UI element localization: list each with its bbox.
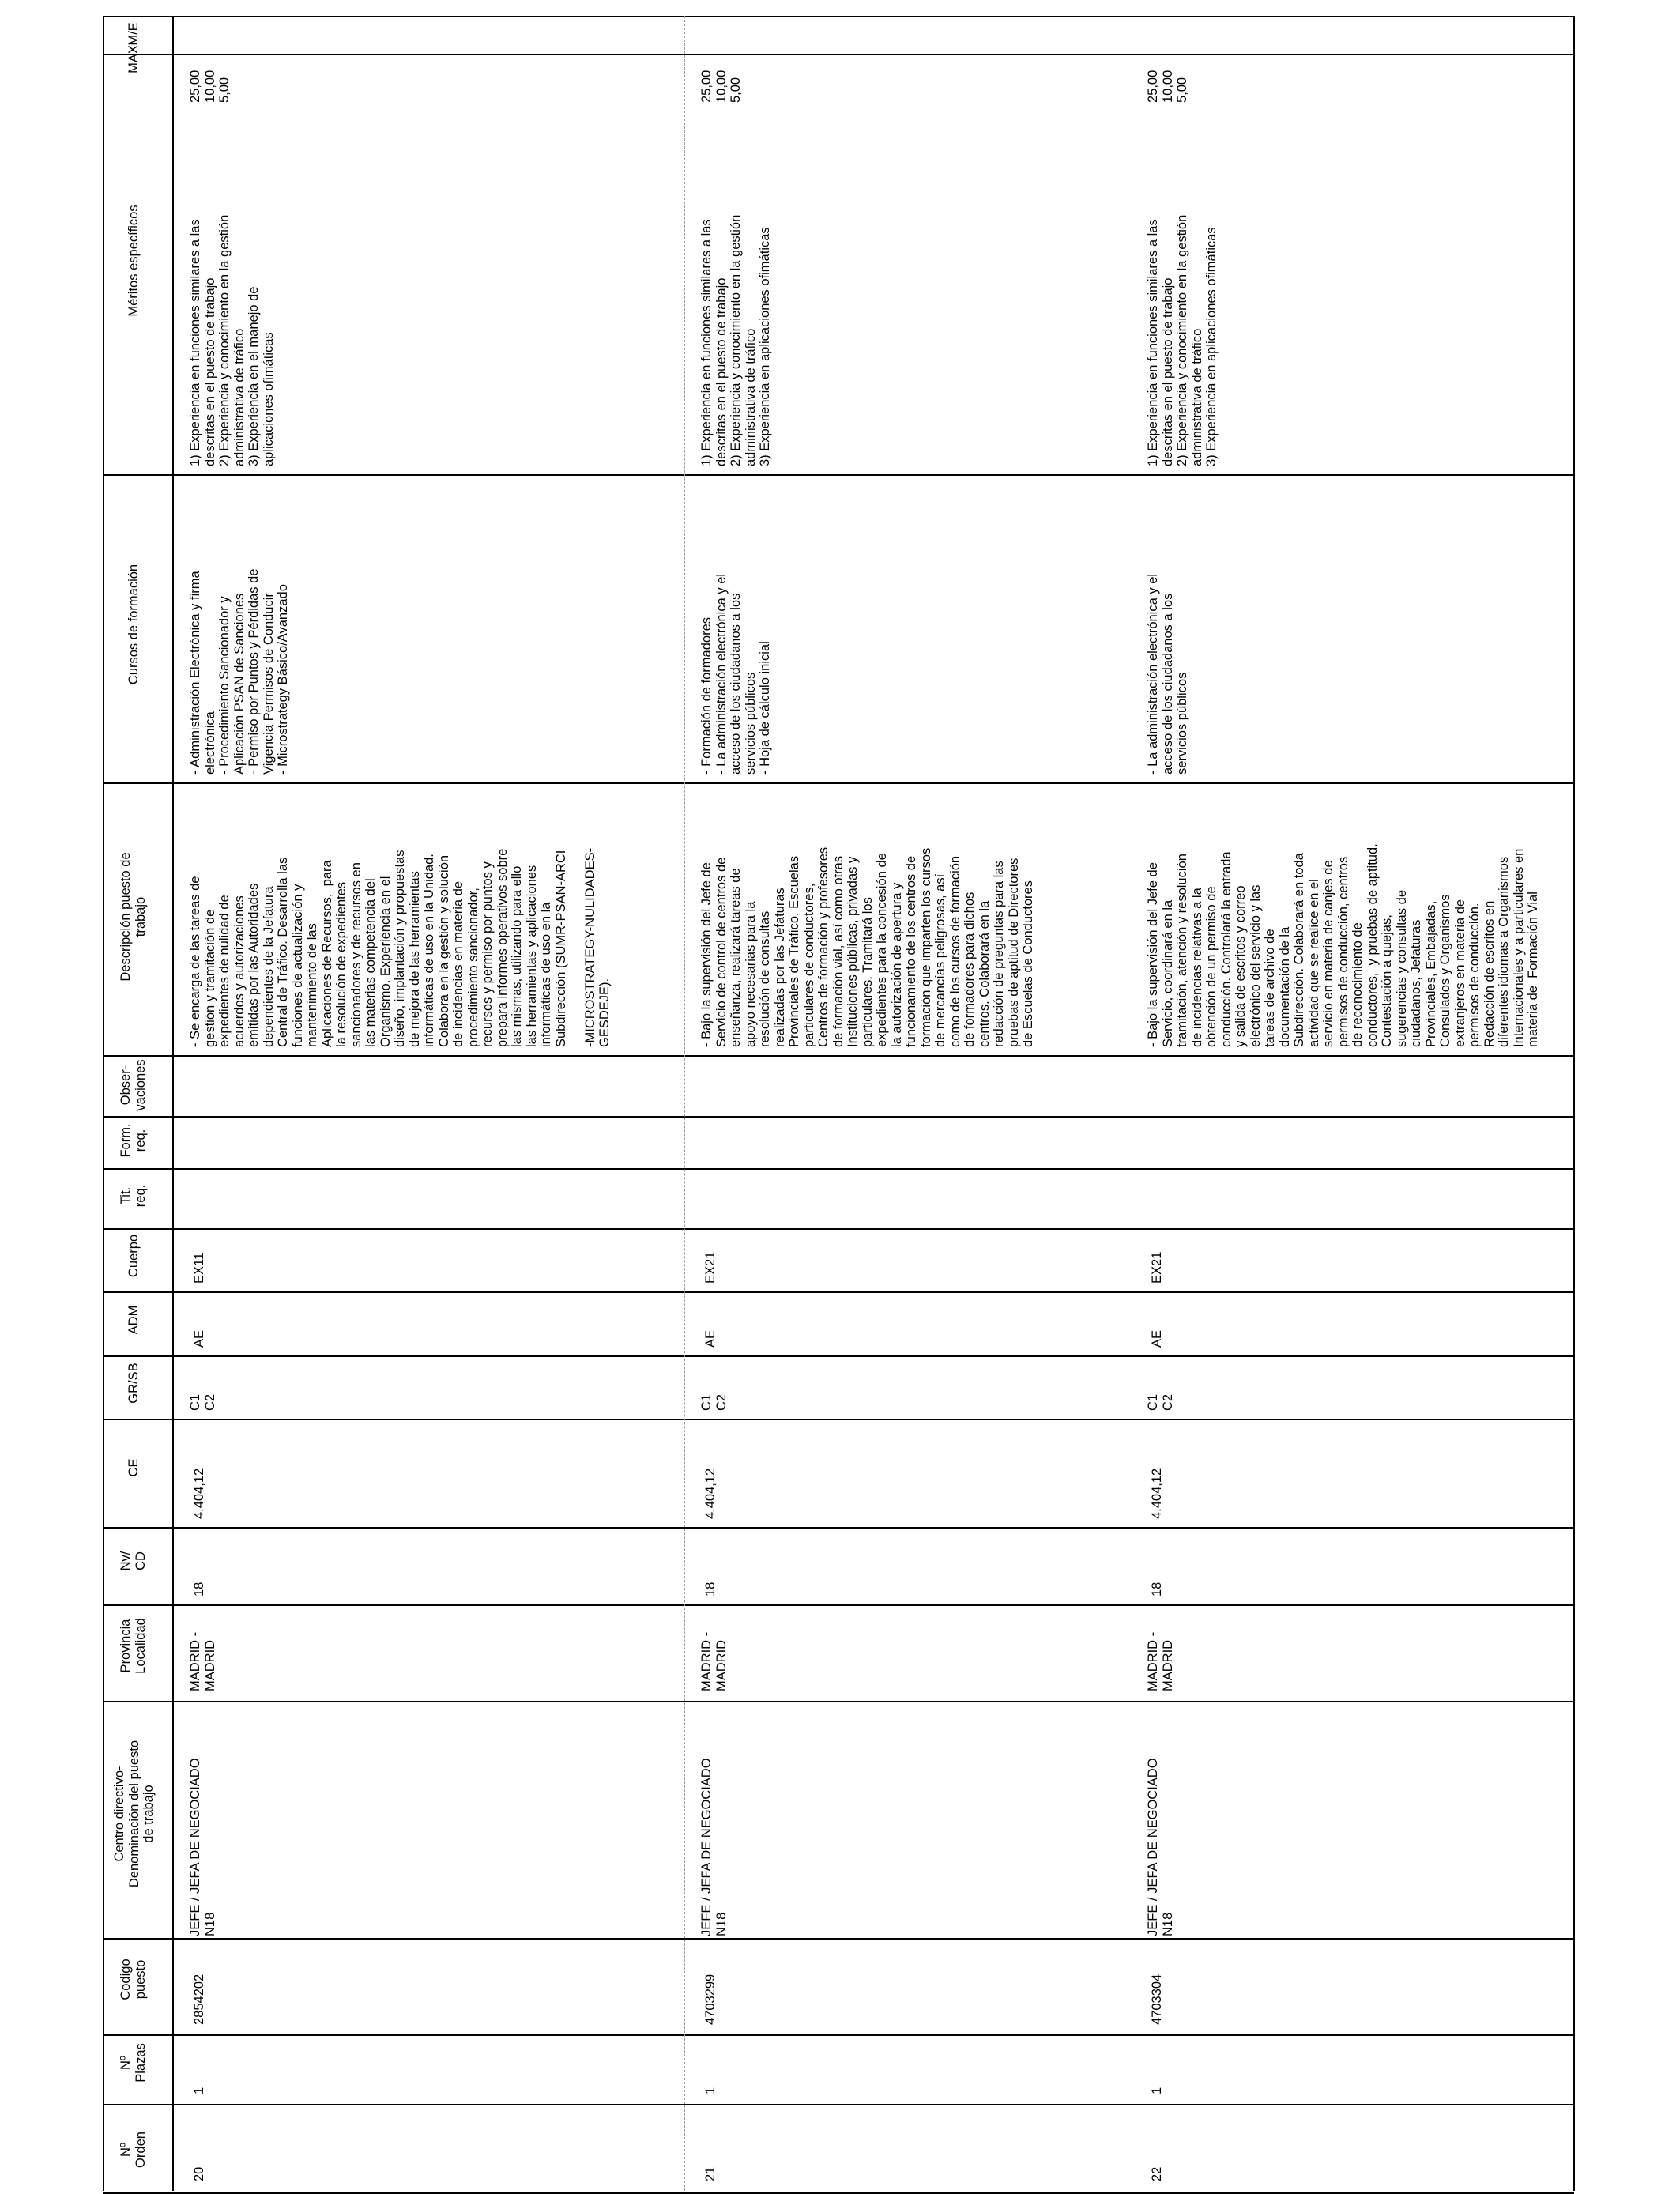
header-provincia: Provincia Localidad: [119, 1618, 148, 1674]
column-divider: [103, 782, 1574, 784]
column-divider: [103, 1355, 1574, 1357]
row-20-max: 25,00 10,00 5,00: [188, 70, 232, 103]
column-divider: [103, 1419, 1574, 1420]
table-border-right: [1573, 16, 1575, 2191]
row-21-cursos: - Formación de formadores - La administración electrónica y el acceso de los ciudadanos a los servicios públicos - Hoja de cálculo inicial: [699, 573, 772, 775]
header-cuerpo: Cuerpo: [126, 1234, 141, 1278]
row-20-nivel: 18: [192, 1581, 206, 1596]
header-grupo: GR/SB: [126, 1363, 141, 1404]
row-22-descripcion: - Bajo la supervisión del Jefe de Servicio, coordinará en la tramitación, atención y resolución de incidencias relativas a la obtención de un permiso de conducción. Controlará la entrada y salida de escritos y correo electrónico del servicio y las tareas de archivo de documentación de la Subdirección. Colaborará en toda actividad que se realice en el servicio en materia de canjes de permisos de conducción, centros de reconocimiento de conductores, y pruebas de aptitud. Contestación a quejas, sugerencias y consultas de ciudadanos, Jefaturas Provinciales, Embajadas, Consulados y Organismos extranjeros en materia de permisos de conducción. Redacción de escritos en diferentes idiomas a Organismos Internacionales y a particulares en materia de Formación Vial: [1146, 843, 1540, 1047]
row-21-nivel: 18: [703, 1581, 718, 1596]
row-22-provincia: MADRID - MADRID: [1146, 1631, 1175, 1691]
column-divider: [103, 1168, 1574, 1170]
column-divider: [103, 1701, 1574, 1702]
row-21-orden: 21: [703, 2166, 718, 2181]
row-22-cursos: - La administración electrónica y el acceso de los ciudadanos a los servicios públicos: [1146, 573, 1189, 775]
row-22-plazas: 1: [1150, 2087, 1164, 2094]
row-20-cuerpo: EX11: [192, 1252, 206, 1284]
row-21-max: 25,00 10,00 5,00: [699, 70, 743, 103]
header-nivel: Nv/ CD: [119, 1551, 148, 1571]
column-divider: [103, 2034, 1574, 2036]
row-20-provincia: MADRID - MADRID: [188, 1631, 217, 1691]
row-22-ce: 4.404,12: [1150, 1468, 1164, 1519]
row-22-meritos: 1) Experiencia en funciones similares a las descritas en el puesto de trabajo 2) Experiencia y conocimiento en la gestión administrativa de tráfico 3) Experiencia en aplicaciones ofimáticas: [1146, 214, 1219, 466]
row-22-centro: JEFE / JEFA DE NEGOCIADO N18: [1146, 1758, 1175, 1936]
column-divider: [103, 474, 1574, 476]
row-20-orden: 20: [192, 2166, 206, 2181]
row-22-orden: 22: [1150, 2166, 1164, 2181]
header-titulacion: Tit. req.: [119, 1184, 148, 1208]
column-divider: [103, 1055, 1574, 1057]
column-divider: [103, 1604, 1574, 1606]
column-divider: [103, 1291, 1574, 1293]
header-ce: CE: [126, 1458, 141, 1477]
row-divider: [684, 16, 685, 2191]
row-20-ce: 4.404,12: [192, 1468, 206, 1519]
table-border-top: [103, 16, 1574, 17]
header-orden: Nº Orden: [119, 2132, 148, 2168]
header-descripcion: Descripción puesto de trabajo: [119, 852, 148, 982]
row-21-provincia: MADRID - MADRID: [699, 1631, 729, 1691]
column-divider: [103, 1527, 1574, 1529]
row-21-ce: 4.404,12: [703, 1468, 718, 1519]
header-observaciones: Obser- vaciones: [119, 1059, 148, 1111]
row-21-adm: AE: [703, 1329, 718, 1348]
row-22-nivel: 18: [1150, 1581, 1164, 1596]
row-21-grupo: C1 C2: [699, 1393, 729, 1411]
row-20-adm: AE: [192, 1329, 206, 1348]
header-me: M/E: [126, 22, 141, 46]
row-20-codigo: 2854202: [192, 1973, 206, 2025]
header-cursos: Cursos de formación: [126, 564, 141, 685]
row-21-meritos: 1) Experiencia en funciones similares a las descritas en el puesto de trabajo 2) Experiencia y conocimiento en la gestión administrativa de tráfico 3) Experiencia en aplicaciones ofimáticas: [699, 214, 772, 466]
column-divider: [103, 1116, 1574, 1118]
table-border-left: [103, 16, 104, 2191]
row-20-plazas: 1: [192, 2087, 206, 2094]
header-meritos: Méritos específicos: [126, 205, 141, 317]
row-21-plazas: 1: [703, 2087, 718, 2094]
row-21-descripcion: - Bajo la supervisión del Jefe de Servicio de control de centros de enseñanza, realizará tareas de apoyo necesarias para la resolución de consultas realizadas por las Jefaturas Provinciales de Tráfico, Escuelas particulares de conductores, Centros de formación y profesores de formación vial, así como otras Instituciones públicas, privadas y particulares. Tramitará los expedientes para la concesión de la autorización de apertura y funcionamiento de los centros de formación que imparten los cursos de mercancías peligrosas, así como de los cursos de formación de formadores para dichos centros. Colaborará en la redacción de preguntas para las pruebas de aptitud de Directores de Escuelas de Conductores: [699, 846, 1035, 1047]
row-21-cuerpo: EX21: [703, 1251, 718, 1284]
header-codigo: Codigo puesto: [119, 1958, 148, 2000]
row-21-codigo: 4703299: [703, 1973, 718, 2025]
header-adm: ADM: [126, 1305, 141, 1335]
header-row-divider: [172, 16, 174, 2191]
header-plazas: Nº Plazas: [119, 2043, 148, 2083]
row-20-centro: JEFE / JEFA DE NEGOCIADO N18: [188, 1758, 217, 1936]
row-20-cursos: - Administración Electrónica y firma electrónica - Procedimiento Sancionador y Aplicación PSAN de Sanciones - Permiso por Puntos y Pérdidas de Vigencia Permisos de Conducir - Microstrategy Básico/Avanzado: [188, 568, 290, 775]
row-21-centro: JEFE / JEFA DE NEGOCIADO N18: [699, 1758, 729, 1936]
row-22-cuerpo: EX21: [1150, 1251, 1164, 1284]
row-22-max: 25,00 10,00 5,00: [1146, 70, 1189, 103]
row-22-grupo: C1 C2: [1146, 1393, 1175, 1411]
column-divider: [103, 54, 1574, 55]
row-20-descripcion: - Se encarga de las tareas de gestión y tramitación de expedientes de nulidad de acuerdos y autorizaciones emitidas por las Autoridades dependientes de la Jefatura Central de Tráfico. Desarrolla las funciones de actualización y mantenimiento de las Aplicaciones de Recursos, para la resolución de expedientes sancionadores y de recursos en las materias competencia del Organismo. Experiencia en el diseño, implantación y propuestas de mejora de las herramientas informáticas de uso en la Unidad. Colabora en la gestión y solución de incidencias en materia de procedimiento sancionador, recursos y permiso por puntos y prepara informes operativos sobre las mismas, utilizando para ello las herramientas y aplicaciones informáticas de uso en la Subdirección (SUMR-PSAN-ARCI -MICROSTRATEGY-NULIDADES- GESDEJE).: [188, 847, 612, 1047]
header-formacion: Form. req.: [119, 1123, 148, 1158]
row-20-meritos: 1) Experiencia en funciones similares a las descritas en el puesto de trabajo 2) Experiencia y conocimiento en la gestión administrativa de tráfico 3) Experiencia en el manejo de aplicaciones ofimáticas: [188, 214, 276, 466]
column-divider: [103, 2104, 1574, 2105]
column-divider: [103, 1228, 1574, 1230]
column-divider: [103, 1938, 1574, 1940]
row-20-grupo: C1 C2: [188, 1393, 217, 1411]
header-centro: Centro directivo- Denominación del puesto de trabajo: [112, 1740, 156, 1888]
row-22-adm: AE: [1150, 1329, 1164, 1348]
header-max: MAX: [126, 45, 141, 74]
row-22-codigo: 4703304: [1150, 1973, 1164, 2025]
